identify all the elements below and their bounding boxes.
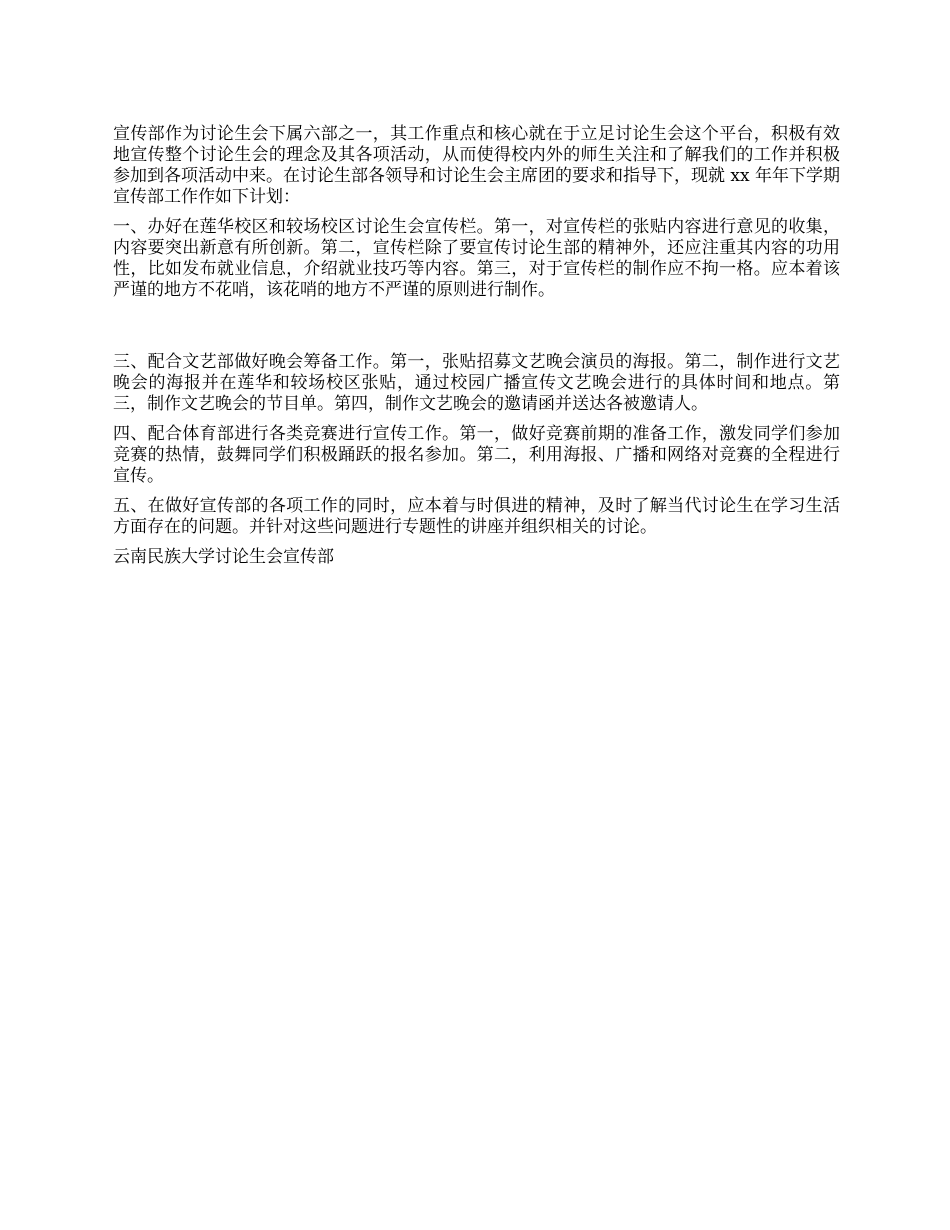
plan-item-three: 三、配合文艺部做好晚会筹备工作。第一，张贴招募文艺晚会演员的海报。第二，制作进行文艺晚会的海报并在莲华和较场校区张贴，通过校园广播宣传文艺晚会进行的具体时间和地点。第三，制作文艺晚会的节目单。第四，制作文艺晚会的邀请函并送达各被邀请人。 xyxy=(113,352,840,414)
plan-item-one: 一、办好在莲华校区和较场校区讨论生会宣传栏。第一，对宣传栏的张贴内容进行意见的收集，内容要突出新意有所创新。第二，宣传栏除了要宣传讨论生部的精神外，还应注重其内容的功用性，比如发布就业信息，介绍就业技巧等内容。第三，对于宣传栏的制作应不拘一格。应本着该严谨的地方不花哨，该花哨的地方不严谨的原则进行制作。 xyxy=(113,217,840,300)
intro-paragraph: 宣传部作为讨论生会下属六部之一，其工作重点和核心就在于立足讨论生会这个平台，积极有效地宣传整个讨论生会的理念及其各项活动，从而使得校内外的师生关注和了解我们的工作并积极参加到各项活动中来。在讨论生部各领导和讨论生会主席团的要求和指导下，现就 xx 年年下学期宣传部工作作如下计划： xyxy=(113,124,840,207)
signature-line: 云南民族大学讨论生会宣传部 xyxy=(113,547,334,567)
plan-item-five: 五、在做好宣传部的各项工作的同时，应本着与时俱进的精神，及时了解当代讨论生在学习生活方面存在的问题。并针对这些问题进行专题性的讲座并组织相关的讨论。 xyxy=(113,496,840,537)
blank-gap xyxy=(113,310,840,352)
document-body xyxy=(113,124,840,568)
plan-item-four: 四、配合体育部进行各类竞赛进行宣传工作。第一，做好竞赛前期的准备工作，激发同学们参加竞赛的热情，鼓舞同学们积极踊跃的报名参加。第二，利用海报、广播和网络对竞赛的全程进行宣传。 xyxy=(113,424,840,486)
